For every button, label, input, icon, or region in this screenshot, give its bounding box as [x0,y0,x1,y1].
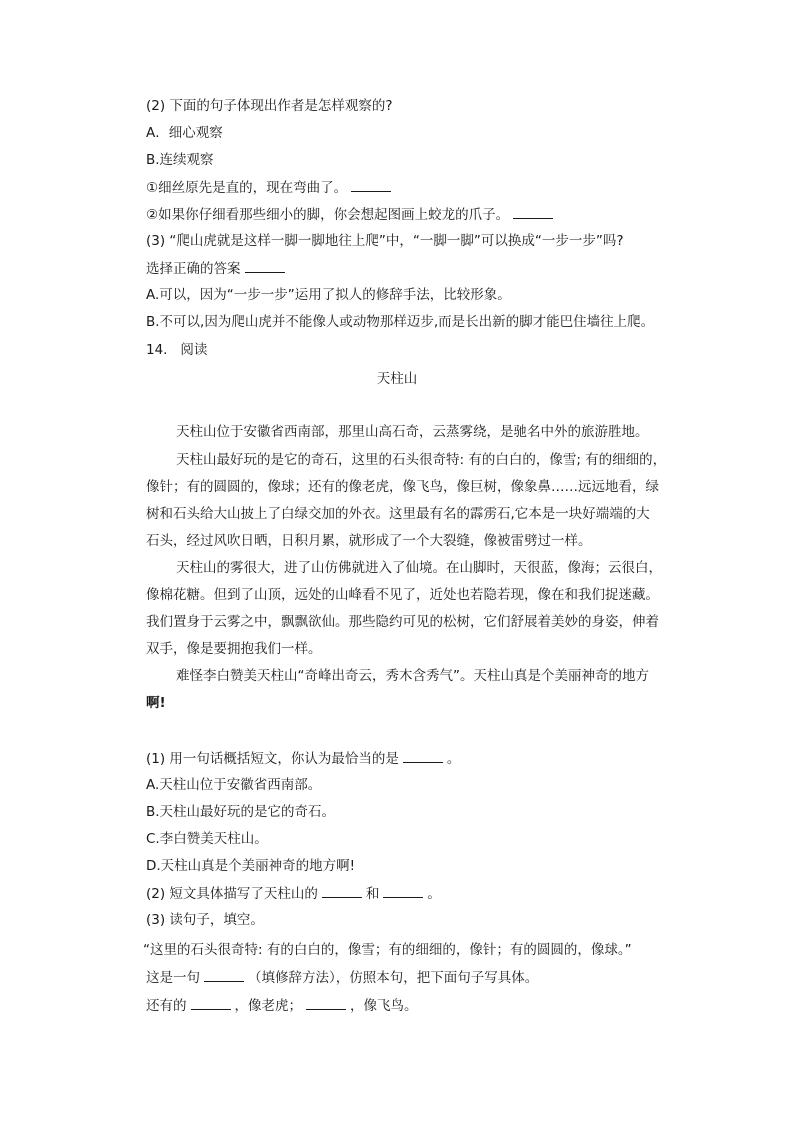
passage-para2-line4: 石头，经过风吹日晒，日积月累，就形成了一个大裂缝，像被雷劈过一样。 [146,533,592,549]
passage-para3-line3: 我们置身于云雾之中，飘飘欲仙。那些隐约可见的松树，它们舒展着美妙的身姿，伸着 [146,614,659,630]
q14-sub3-fill-c: ，像飞鸟。 [350,998,418,1014]
answer-blank[interactable] [351,177,391,192]
answer-blank[interactable] [403,748,443,763]
q13-item-2-text: ②如果你仔细看那些细小的脚，你会想起图画上蛟龙的爪子。 [146,207,510,223]
answer-blank[interactable] [513,204,553,219]
q14-label: 阅读 [180,342,208,358]
q13-part3-prompt [146,258,289,279]
q14-sub1-option-b: B.天柱山最好玩的是它的奇石。 [146,804,336,820]
q14-sub2-text: (2) 短文具体描写了天柱山的 [146,886,318,902]
passage-para2-line3: 树和石头给大山披上了白绿交加的外衣。这里最有名的霹雳石,它本是一块好端端的大 [146,506,650,522]
q14-sub3-fill-b: ，像老虎； [234,998,302,1014]
q13-part3-question: (3) “爬山虎就是这样一脚一脚地往上爬”中，“一脚一脚”可以换成“一步一步”吗? [146,233,624,249]
q13-option-b: B.连续观察 [146,152,214,168]
passage-para3-line4: 双手，像是要拥抱我们一样。 [146,641,322,657]
q13-part3-prompt-text: 选择正确的答案 [146,261,241,277]
q14-sub3-instruction [146,967,538,988]
q13-item-1-text: ①细丝原先是直的，现在弯曲了。 [146,180,348,196]
q14-sub2-and: 和 [365,886,380,902]
passage-para1: 天柱山位于安徽省西南部，那里山高石奇，云蒸雾绕，是驰名中外的旅游胜地。 [176,424,649,440]
answer-blank[interactable] [204,967,244,982]
passage-para2-line1: 天柱山最好玩的是它的奇石，这里的石头很奇特: 有的白白的，像雪; 有的细细的， [176,452,667,468]
q14-sub1-end: 。 [446,751,461,767]
q14-sub3-fill [146,995,418,1016]
q14-sub3-instruction-b: （填修辞方法），仿照本句，把下面句子写具体。 [248,970,539,986]
q14-sub3-fill-a: 还有的 [146,998,187,1014]
passage-para4-line2: 啊! [146,695,166,711]
passage-title: 天柱山 [376,371,418,387]
q14-sub2-end: 。 [427,886,441,902]
answer-blank[interactable] [245,258,285,273]
passage-para3-line2: 像棉花糖。但到了山顶，远处的山峰看不见了，近处也若隐若现，像在和我们捉迷藏。 [146,587,659,603]
q14-sub3-quote: “这里的石头很奇特: 有的白白的，像雪；有的细细的，像针；有的圆圆的，像球。” [143,942,632,958]
q13-part3-option-a: A.可以，因为“一步一步”运用了拟人的修辞手法，比较形象。 [146,287,511,303]
answer-blank[interactable] [191,995,231,1010]
passage-para3-line1: 天柱山的雾很大，进了山仿佛就进入了仙境。在山脚时，天很蓝，像海；云很白， [176,560,662,576]
q14-sub1-option-d: D.天柱山真是个美丽神奇的地方啊! [146,858,356,874]
passage-para2-line2: 像针；有的圆圆的，像球；还有的像老虎，像飞鸟，像巨树，像象鼻……远远地看，绿 [146,479,659,495]
q14-sub2-question [146,883,441,904]
q13-part2-question: (2) 下面的句子体现出作者是怎样观察的? [146,98,393,114]
q13-item-1 [146,177,395,198]
q13-option-a: A．细心观察 [146,125,223,141]
q14-header [146,340,207,360]
answer-blank[interactable] [306,995,346,1010]
q14-sub1-option-a: A.天柱山位于安徽省西南部。 [146,777,322,793]
q14-sub1-text: (1) 用一句话概括短文，你认为最恰当的是 [146,751,399,767]
q13-part3-option-b: B.不可以,因为爬山虎并不能像人或动物那样迈步,而是长出新的脚才能巴住墙往上爬。 [146,314,655,330]
q14-number: 14. [146,342,168,358]
q14-sub1-question [146,748,460,769]
answer-blank[interactable] [383,883,423,898]
answer-blank[interactable] [322,883,362,898]
q13-item-2 [146,204,557,225]
passage-para4-line1: 难怪李白赞美天柱山“奇峰出奇云，秀木含秀气”。天柱山真是个美丽神奇的地方 [176,668,649,684]
q14-sub3-question: (3) 读句子，填空。 [146,912,264,928]
q14-sub1-option-c: C.李白赞美天柱山。 [146,831,268,847]
q14-sub3-instruction-a: 这是一句 [146,970,200,986]
